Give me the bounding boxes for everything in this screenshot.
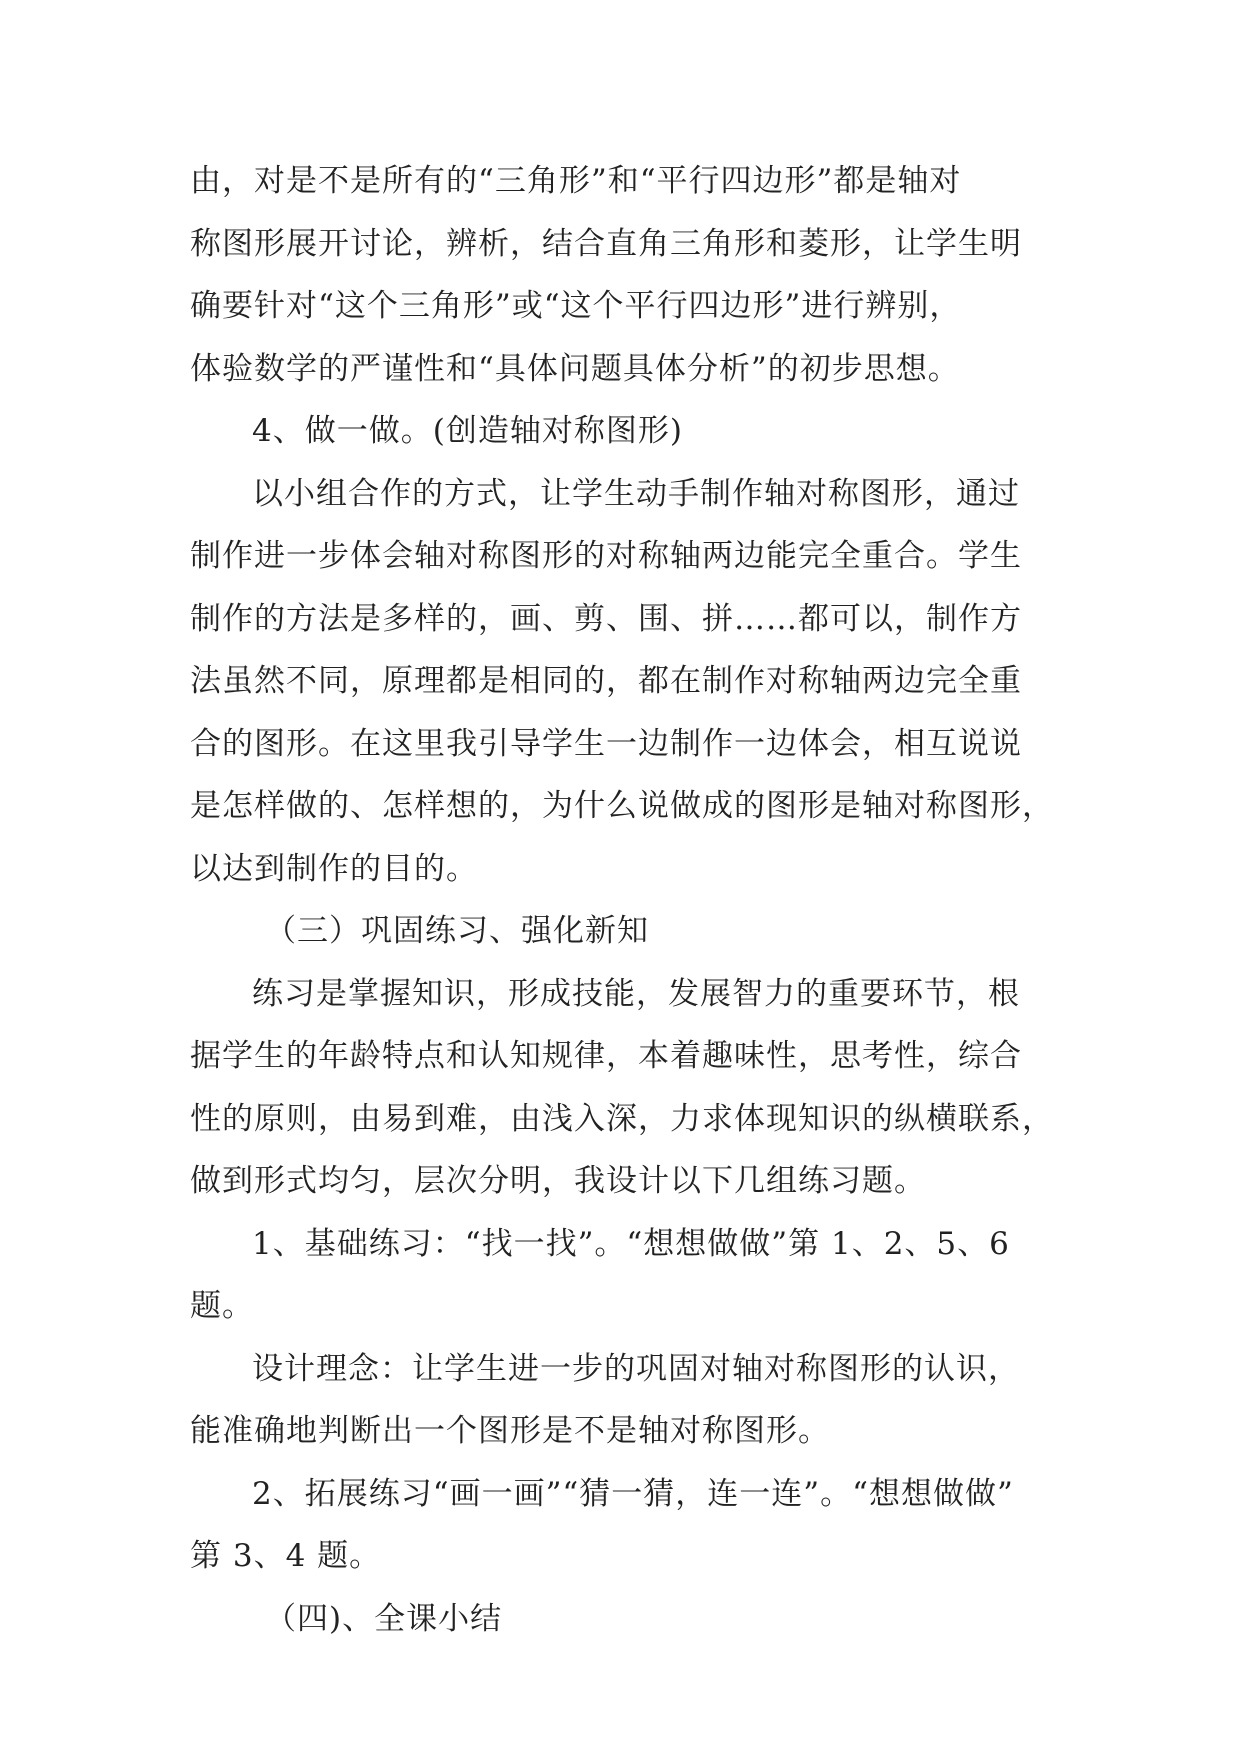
paragraph-line: 第 3、4 题。 bbox=[190, 1538, 382, 1574]
paragraph-line: 以小组合作的方式，让学生动手制作轴对称图形，通过 bbox=[252, 475, 1020, 512]
paragraph-line: 题。 bbox=[190, 1288, 254, 1324]
paragraph-line: 合的图形。在这里我引导学生一边制作一边体会，相互说说 bbox=[190, 725, 1022, 762]
paragraph-line: 确要针对“这个三角形”或“这个平行四边形”进行辨别， bbox=[190, 288, 962, 324]
paragraph-line: 由，对是不是所有的“三角形”和“平行四边形”都是轴对 bbox=[190, 163, 962, 199]
paragraph-line: 制作的方法是多样的，画、剪、围、拼……都可以，制作方 bbox=[190, 600, 1022, 637]
document-body bbox=[190, 150, 1070, 1650]
paragraph-line: 能准确地判断出一个图形是不是轴对称图形。 bbox=[190, 1413, 830, 1449]
paragraph-line: 是怎样做的、怎样想的，为什么说做成的图形是轴对称图形， bbox=[190, 788, 1054, 824]
paragraph-line: 制作进一步体会轴对称图形的对称轴两边能完全重合。学生 bbox=[190, 538, 1022, 574]
section-item-heading: 2、拓展练习“画一画”“猜一猜，连一连”。“想想做做” bbox=[252, 1475, 1014, 1512]
paragraph-line: 做到形式均匀，层次分明，我设计以下几组练习题。 bbox=[190, 1163, 926, 1199]
section-heading: （三）巩固练习、强化新知 bbox=[265, 913, 649, 949]
section-item-heading: 4、做一做。(创造轴对称图形) bbox=[252, 413, 683, 449]
paragraph-line: 以达到制作的目的。 bbox=[190, 850, 478, 887]
paragraph-line: 据学生的年龄特点和认知规律，本着趣味性，思考性，综合 bbox=[190, 1038, 1022, 1074]
paragraph-line: 体验数学的严谨性和“具体问题具体分析”的初步思想。 bbox=[190, 350, 960, 387]
section-heading: （四)、全课小结 bbox=[265, 1600, 503, 1637]
paragraph-line: 称图形展开讨论，辨析，结合直角三角形和菱形，让学生明 bbox=[190, 225, 1022, 262]
paragraph-line: 法虽然不同，原理都是相同的，都在制作对称轴两边完全重 bbox=[190, 663, 1022, 699]
paragraph-line: 设计理念：让学生进一步的巩固对轴对称图形的认识， bbox=[252, 1350, 1020, 1387]
section-item-heading: 1、基础练习：“找一找”。“想想做做”第 1、2、5、6 bbox=[252, 1225, 1010, 1262]
paragraph-line: 练习是掌握知识，形成技能，发展智力的重要环节，根 bbox=[252, 975, 1020, 1012]
paragraph-line: 性的原则，由易到难，由浅入深，力求体现知识的纵横联系， bbox=[190, 1100, 1054, 1137]
